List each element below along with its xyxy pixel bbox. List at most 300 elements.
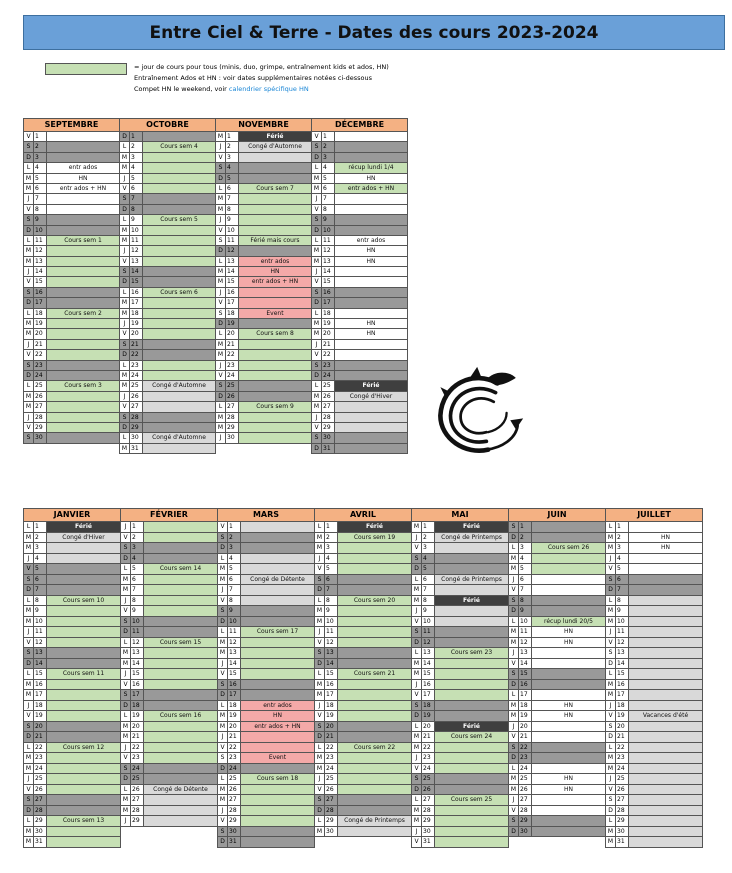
day-number: 27 bbox=[322, 402, 335, 412]
day-row bbox=[121, 732, 218, 743]
day-event bbox=[144, 816, 218, 827]
day-row bbox=[412, 722, 509, 733]
day-number: 31 bbox=[422, 837, 435, 848]
day-event bbox=[143, 413, 216, 423]
weekday-letter: J bbox=[120, 246, 130, 256]
day-row bbox=[315, 522, 412, 533]
day-row bbox=[315, 680, 412, 691]
day-row bbox=[315, 764, 412, 775]
day-row bbox=[120, 277, 216, 287]
day-number: 18 bbox=[34, 701, 47, 712]
day-row bbox=[24, 132, 120, 142]
day-number: 14 bbox=[226, 267, 239, 277]
weekday-letter: M bbox=[509, 638, 519, 649]
day-row bbox=[412, 522, 509, 533]
day-event bbox=[335, 205, 408, 215]
day-row bbox=[218, 785, 315, 796]
day-event: HN bbox=[532, 711, 606, 722]
day-event bbox=[47, 340, 120, 350]
day-event bbox=[335, 267, 408, 277]
day-number: 26 bbox=[131, 785, 144, 796]
weekday-letter: D bbox=[606, 659, 616, 670]
day-row bbox=[24, 743, 121, 754]
weekday-letter: M bbox=[120, 371, 130, 381]
day-event bbox=[47, 585, 121, 596]
day-number: 15 bbox=[325, 669, 338, 680]
day-row bbox=[24, 533, 121, 544]
day-event bbox=[241, 638, 315, 649]
day-number: 8 bbox=[226, 205, 239, 215]
day-event bbox=[532, 575, 606, 586]
day-number: 1 bbox=[519, 522, 532, 533]
day-number: 21 bbox=[130, 340, 143, 350]
weekday-letter: M bbox=[315, 543, 325, 554]
weekday-letter: D bbox=[218, 543, 228, 554]
day-row bbox=[315, 564, 412, 575]
day-row bbox=[509, 816, 606, 827]
day-number: 23 bbox=[519, 753, 532, 764]
day-number: 22 bbox=[131, 743, 144, 754]
weekday-letter: V bbox=[24, 638, 34, 649]
weekday-letter: L bbox=[121, 564, 131, 575]
legend-line-1: = jour de cours pour tous (minis, duo, grimpe, entraînement kids et ados, HN) bbox=[134, 63, 389, 71]
day-row bbox=[218, 543, 315, 554]
day-number: 30 bbox=[34, 827, 47, 838]
day-number: 28 bbox=[519, 806, 532, 817]
day-event bbox=[338, 795, 412, 806]
day-row bbox=[216, 257, 312, 267]
day-row bbox=[121, 564, 218, 575]
weekday-letter: M bbox=[24, 764, 34, 775]
day-number: 31 bbox=[130, 444, 143, 454]
day-number: 24 bbox=[130, 371, 143, 381]
day-event: Cours sem 1 bbox=[47, 236, 120, 246]
day-event bbox=[629, 669, 703, 680]
day-event bbox=[629, 564, 703, 575]
day-event bbox=[241, 648, 315, 659]
day-event bbox=[144, 659, 218, 670]
day-event bbox=[143, 329, 216, 339]
day-number: 26 bbox=[226, 392, 239, 402]
weekday-letter: S bbox=[315, 795, 325, 806]
weekday-letter: S bbox=[312, 142, 322, 152]
weekday-letter: M bbox=[120, 226, 130, 236]
day-number: 15 bbox=[131, 669, 144, 680]
day-number: 19 bbox=[34, 711, 47, 722]
weekday-letter: D bbox=[121, 701, 131, 712]
day-event bbox=[47, 711, 121, 722]
day-row bbox=[315, 806, 412, 817]
day-row bbox=[218, 627, 315, 638]
day-event: Cours sem 18 bbox=[241, 774, 315, 785]
weekday-letter: V bbox=[606, 564, 616, 575]
day-number: 7 bbox=[130, 194, 143, 204]
weekday-letter: M bbox=[24, 533, 34, 544]
day-number: 22 bbox=[422, 743, 435, 754]
day-event: Cours sem 22 bbox=[338, 743, 412, 754]
day-event bbox=[435, 816, 509, 827]
weekday-letter: J bbox=[24, 413, 34, 423]
day-row bbox=[412, 701, 509, 712]
weekday-letter: J bbox=[312, 267, 322, 277]
day-row bbox=[509, 764, 606, 775]
weekday-letter: M bbox=[412, 816, 422, 827]
day-number: 20 bbox=[34, 722, 47, 733]
day-event: HN bbox=[629, 533, 703, 544]
day-number: 30 bbox=[130, 433, 143, 443]
day-number: 13 bbox=[519, 648, 532, 659]
day-event bbox=[144, 648, 218, 659]
weekday-letter: D bbox=[120, 132, 130, 142]
day-number: 27 bbox=[228, 795, 241, 806]
day-event: Congé d'Hiver bbox=[335, 392, 408, 402]
day-number: 23 bbox=[130, 361, 143, 371]
day-number: 1 bbox=[322, 132, 335, 142]
day-event bbox=[335, 350, 408, 360]
day-row bbox=[24, 433, 120, 443]
day-event: Cours sem 6 bbox=[143, 288, 216, 298]
weekday-letter: J bbox=[509, 795, 519, 806]
weekday-letter: V bbox=[24, 205, 34, 215]
day-number: 30 bbox=[616, 827, 629, 838]
day-number: 21 bbox=[325, 732, 338, 743]
day-event bbox=[47, 350, 120, 360]
day-row bbox=[218, 764, 315, 775]
day-number: 5 bbox=[34, 564, 47, 575]
day-number: 13 bbox=[616, 648, 629, 659]
weekday-letter: S bbox=[606, 648, 616, 659]
weekday-letter: L bbox=[315, 669, 325, 680]
day-event bbox=[338, 827, 412, 838]
day-number: 2 bbox=[422, 533, 435, 544]
day-row bbox=[315, 648, 412, 659]
weekday-letter: L bbox=[509, 690, 519, 701]
day-row bbox=[412, 774, 509, 785]
day-number: 27 bbox=[422, 795, 435, 806]
day-event: Férié bbox=[338, 522, 412, 533]
day-row bbox=[412, 816, 509, 827]
day-row bbox=[24, 554, 121, 565]
weekday-letter: D bbox=[412, 785, 422, 796]
day-event bbox=[241, 564, 315, 575]
day-row bbox=[312, 215, 408, 225]
weekday-letter: M bbox=[24, 402, 34, 412]
day-number: 5 bbox=[131, 564, 144, 575]
day-row bbox=[24, 764, 121, 775]
day-event bbox=[144, 774, 218, 785]
weekday-letter: J bbox=[606, 774, 616, 785]
day-number: 8 bbox=[130, 205, 143, 215]
day-event bbox=[435, 764, 509, 775]
day-number: 24 bbox=[325, 764, 338, 775]
day-number: 7 bbox=[325, 585, 338, 596]
day-number: 13 bbox=[325, 648, 338, 659]
bottom-month-3 bbox=[314, 508, 412, 837]
weekday-letter: M bbox=[218, 564, 228, 575]
day-number: 18 bbox=[616, 701, 629, 712]
day-number: 5 bbox=[130, 174, 143, 184]
bottom-month-5 bbox=[508, 508, 606, 837]
weekday-letter: M bbox=[312, 257, 322, 267]
hn-calendar-link[interactable]: calendrier spécifique HN bbox=[228, 85, 309, 93]
day-number: 12 bbox=[616, 638, 629, 649]
day-number: 3 bbox=[422, 543, 435, 554]
day-number: 1 bbox=[228, 522, 241, 533]
day-row bbox=[121, 774, 218, 785]
day-event bbox=[239, 153, 312, 163]
weekday-letter: M bbox=[412, 596, 422, 607]
day-row bbox=[24, 423, 120, 433]
day-row bbox=[24, 585, 121, 596]
weekday-letter: M bbox=[120, 309, 130, 319]
day-number: 27 bbox=[34, 795, 47, 806]
weekday-letter: M bbox=[606, 533, 616, 544]
day-row bbox=[24, 711, 121, 722]
day-event bbox=[47, 142, 120, 152]
weekday-letter: S bbox=[218, 606, 228, 617]
weekday-letter: M bbox=[216, 194, 226, 204]
day-row bbox=[216, 361, 312, 371]
day-row bbox=[24, 319, 120, 329]
day-row bbox=[120, 423, 216, 433]
day-row bbox=[218, 827, 315, 838]
day-row bbox=[315, 585, 412, 596]
day-row bbox=[509, 606, 606, 617]
day-event bbox=[629, 743, 703, 754]
day-event bbox=[532, 816, 606, 827]
day-number: 8 bbox=[616, 596, 629, 607]
day-number: 8 bbox=[228, 596, 241, 607]
day-row bbox=[216, 277, 312, 287]
day-number: 10 bbox=[226, 226, 239, 236]
month-header: JANVIER bbox=[24, 509, 121, 522]
day-row bbox=[312, 319, 408, 329]
day-event bbox=[435, 690, 509, 701]
day-row bbox=[412, 638, 509, 649]
weekday-letter: L bbox=[606, 596, 616, 607]
day-event bbox=[47, 132, 120, 142]
weekday-letter: D bbox=[315, 732, 325, 743]
weekday-letter: L bbox=[509, 617, 519, 628]
day-row bbox=[216, 267, 312, 277]
day-row bbox=[24, 205, 120, 215]
day-row bbox=[216, 350, 312, 360]
day-event bbox=[338, 554, 412, 565]
day-event bbox=[239, 371, 312, 381]
weekday-letter: D bbox=[509, 533, 519, 544]
day-row bbox=[120, 433, 216, 443]
month-header: OCTOBRE bbox=[120, 119, 216, 132]
weekday-letter: D bbox=[121, 627, 131, 638]
day-event bbox=[47, 392, 120, 402]
day-row bbox=[412, 806, 509, 817]
weekday-letter: S bbox=[315, 575, 325, 586]
day-number: 13 bbox=[228, 648, 241, 659]
day-row bbox=[121, 764, 218, 775]
day-row bbox=[606, 753, 703, 764]
day-event: HN bbox=[241, 711, 315, 722]
day-row bbox=[121, 806, 218, 817]
weekday-letter: L bbox=[120, 361, 130, 371]
day-event bbox=[338, 680, 412, 691]
day-row bbox=[216, 298, 312, 308]
weekday-letter: J bbox=[509, 648, 519, 659]
weekday-letter: M bbox=[412, 806, 422, 817]
day-row bbox=[120, 205, 216, 215]
day-event bbox=[47, 753, 121, 764]
weekday-letter: V bbox=[24, 132, 34, 142]
day-row bbox=[120, 184, 216, 194]
weekday-letter: L bbox=[218, 554, 228, 565]
day-row bbox=[315, 554, 412, 565]
day-number: 23 bbox=[34, 753, 47, 764]
weekday-letter: V bbox=[606, 785, 616, 796]
weekday-letter: D bbox=[216, 319, 226, 329]
day-number: 16 bbox=[131, 680, 144, 691]
day-event bbox=[241, 795, 315, 806]
weekday-letter: D bbox=[218, 617, 228, 628]
day-row bbox=[412, 554, 509, 565]
legend-line-3 bbox=[134, 85, 309, 94]
day-number: 29 bbox=[616, 816, 629, 827]
weekday-letter: M bbox=[606, 764, 616, 775]
day-row bbox=[606, 680, 703, 691]
day-row bbox=[509, 774, 606, 785]
day-event bbox=[241, 669, 315, 680]
day-row bbox=[218, 732, 315, 743]
weekday-letter: L bbox=[315, 596, 325, 607]
day-event bbox=[143, 226, 216, 236]
day-number: 23 bbox=[226, 361, 239, 371]
weekday-letter: L bbox=[121, 785, 131, 796]
day-event bbox=[47, 257, 120, 267]
day-number: 19 bbox=[422, 711, 435, 722]
day-event bbox=[143, 340, 216, 350]
weekday-letter: M bbox=[120, 381, 130, 391]
day-event bbox=[338, 722, 412, 733]
bottom-month-1 bbox=[120, 508, 218, 827]
day-number: 3 bbox=[131, 543, 144, 554]
day-row bbox=[24, 564, 121, 575]
weekday-letter: V bbox=[312, 350, 322, 360]
weekday-letter: S bbox=[509, 669, 519, 680]
day-number: 2 bbox=[34, 533, 47, 544]
day-row bbox=[120, 381, 216, 391]
day-row bbox=[24, 680, 121, 691]
day-event bbox=[47, 564, 121, 575]
day-row bbox=[216, 226, 312, 236]
weekday-letter: M bbox=[121, 722, 131, 733]
day-event bbox=[144, 732, 218, 743]
day-row bbox=[216, 371, 312, 381]
day-number: 14 bbox=[131, 659, 144, 670]
day-row bbox=[216, 142, 312, 152]
weekday-letter: L bbox=[606, 669, 616, 680]
day-event bbox=[435, 638, 509, 649]
weekday-letter: V bbox=[24, 564, 34, 575]
weekday-letter: M bbox=[312, 319, 322, 329]
day-event: HN bbox=[629, 543, 703, 554]
weekday-letter: S bbox=[24, 795, 34, 806]
day-event bbox=[338, 785, 412, 796]
day-event bbox=[47, 701, 121, 712]
day-row bbox=[24, 795, 121, 806]
day-event bbox=[239, 194, 312, 204]
weekday-letter: M bbox=[24, 319, 34, 329]
weekday-letter: S bbox=[24, 288, 34, 298]
weekday-letter: D bbox=[218, 837, 228, 848]
day-number: 26 bbox=[519, 785, 532, 796]
day-row bbox=[218, 617, 315, 628]
day-number: 20 bbox=[226, 329, 239, 339]
day-event bbox=[47, 402, 120, 412]
day-number: 29 bbox=[228, 816, 241, 827]
weekday-letter: M bbox=[216, 277, 226, 287]
day-number: 24 bbox=[228, 764, 241, 775]
day-number: 12 bbox=[226, 246, 239, 256]
day-number: 25 bbox=[130, 381, 143, 391]
day-number: 1 bbox=[325, 522, 338, 533]
day-number: 15 bbox=[519, 669, 532, 680]
day-event bbox=[47, 837, 121, 848]
day-row bbox=[24, 298, 120, 308]
day-row bbox=[121, 795, 218, 806]
day-row bbox=[24, 361, 120, 371]
day-number: 14 bbox=[228, 659, 241, 670]
weekday-letter: M bbox=[120, 236, 130, 246]
day-number: 25 bbox=[34, 381, 47, 391]
weekday-letter: S bbox=[121, 617, 131, 628]
day-number: 19 bbox=[226, 319, 239, 329]
weekday-letter: J bbox=[24, 267, 34, 277]
weekday-letter: J bbox=[606, 701, 616, 712]
weekday-letter: M bbox=[315, 533, 325, 544]
weekday-letter: D bbox=[312, 444, 322, 454]
weekday-letter: D bbox=[412, 711, 422, 722]
day-number: 16 bbox=[519, 680, 532, 691]
day-number: 5 bbox=[519, 564, 532, 575]
day-event bbox=[239, 340, 312, 350]
day-row bbox=[216, 194, 312, 204]
weekday-letter: J bbox=[121, 596, 131, 607]
weekday-letter: L bbox=[312, 309, 322, 319]
day-number: 27 bbox=[34, 402, 47, 412]
day-row bbox=[24, 277, 120, 287]
day-row bbox=[315, 785, 412, 796]
day-event bbox=[629, 795, 703, 806]
day-event: HN bbox=[335, 174, 408, 184]
day-event: Cours sem 21 bbox=[338, 669, 412, 680]
day-number: 3 bbox=[34, 543, 47, 554]
weekday-letter: V bbox=[120, 402, 130, 412]
day-event bbox=[629, 722, 703, 733]
weekday-letter: M bbox=[509, 774, 519, 785]
weekday-letter: V bbox=[315, 711, 325, 722]
day-event bbox=[629, 554, 703, 565]
weekday-letter: J bbox=[216, 433, 226, 443]
day-row bbox=[315, 774, 412, 785]
day-row bbox=[218, 533, 315, 544]
weekday-letter: D bbox=[315, 806, 325, 817]
weekday-letter: V bbox=[312, 132, 322, 142]
day-number: 22 bbox=[616, 743, 629, 754]
day-number: 22 bbox=[34, 743, 47, 754]
day-event bbox=[143, 132, 216, 142]
weekday-letter: D bbox=[24, 585, 34, 596]
day-row bbox=[509, 732, 606, 743]
weekday-letter: M bbox=[218, 648, 228, 659]
weekday-letter: M bbox=[218, 795, 228, 806]
